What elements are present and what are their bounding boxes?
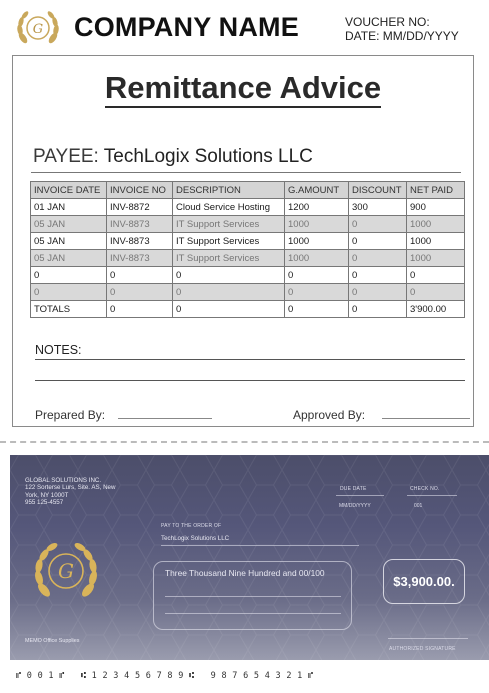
company-name: COMPANY NAME bbox=[74, 12, 299, 42]
table-cell: 0 bbox=[407, 267, 465, 284]
check-company-name: GLOBAL SOLUTIONS INC. bbox=[25, 477, 102, 484]
table-cell: 0 bbox=[107, 284, 173, 301]
table-cell: 0 bbox=[349, 267, 407, 284]
voucher-no-label: VOUCHER NO: bbox=[345, 15, 430, 29]
table-cell: 05 JAN bbox=[31, 233, 107, 250]
laurel-seal-icon bbox=[30, 540, 102, 608]
table-cell: 05 JAN bbox=[31, 250, 107, 267]
table-cell: IT Support Services bbox=[173, 233, 285, 250]
payee bbox=[33, 146, 313, 168]
table-cell: 0 bbox=[285, 267, 349, 284]
due-date-value: MM/DD/YYYY bbox=[339, 503, 371, 509]
table-cell: 0 bbox=[407, 284, 465, 301]
approved-by-label: Approved By: bbox=[293, 408, 366, 422]
table-cell: 1000 bbox=[407, 216, 465, 233]
table-cell: INV-8872 bbox=[107, 199, 173, 216]
table-cell: 05 JAN bbox=[31, 216, 107, 233]
table-cell: 0 bbox=[173, 284, 285, 301]
due-date-label: DUE DATE bbox=[340, 486, 367, 492]
date-label: DATE: MM/DD/YYYY bbox=[345, 29, 459, 43]
payee-label: PAYEE: bbox=[33, 146, 99, 167]
table-cell: 0 bbox=[107, 267, 173, 284]
table-row bbox=[31, 301, 465, 318]
approved-by-line bbox=[382, 418, 470, 419]
column-header: G.AMOUNT bbox=[285, 182, 349, 199]
notes-line bbox=[35, 380, 465, 381]
memo: MEMO Office Supplies bbox=[25, 638, 80, 644]
table-cell: 1200 bbox=[285, 199, 349, 216]
remittance-card bbox=[12, 55, 474, 427]
column-header: INVOICE NO bbox=[107, 182, 173, 199]
payee-on-check: TechLogix Solutions LLC bbox=[161, 535, 230, 542]
table-cell: 0 bbox=[107, 301, 173, 318]
table-cell: 0 bbox=[31, 284, 107, 301]
table-cell: 0 bbox=[173, 267, 285, 284]
table-cell: 0 bbox=[173, 301, 285, 318]
company-logo-icon bbox=[14, 8, 62, 52]
table-cell: TOTALS bbox=[31, 301, 107, 318]
notes-line bbox=[35, 359, 465, 360]
table-cell: INV-8873 bbox=[107, 250, 173, 267]
table-cell: 1000 bbox=[285, 216, 349, 233]
payee-name: TechLogix Solutions LLC bbox=[103, 146, 313, 167]
check-no-label: CHECK NO. bbox=[410, 486, 440, 492]
table-row bbox=[31, 267, 465, 284]
amount-words-line bbox=[165, 613, 341, 614]
table-cell: 0 bbox=[349, 284, 407, 301]
check-no-value: 001 bbox=[414, 503, 423, 509]
table-cell: 1000 bbox=[285, 250, 349, 267]
check-no-line bbox=[407, 495, 457, 496]
table-cell: IT Support Services bbox=[173, 216, 285, 233]
table-cell: 1000 bbox=[285, 233, 349, 250]
check-amount: $3,900.00. bbox=[393, 574, 455, 589]
table-cell: INV-8873 bbox=[107, 233, 173, 250]
payee-underline bbox=[31, 172, 461, 173]
table-cell: IT Support Services bbox=[173, 250, 285, 267]
document-title: Remittance Advice bbox=[13, 70, 473, 106]
check-phone: 955 125-4557 bbox=[25, 499, 64, 507]
table-body bbox=[31, 199, 465, 318]
pay-to-line bbox=[161, 545, 359, 546]
table-cell: 3'900.00 bbox=[407, 301, 465, 318]
table-cell: 1000 bbox=[407, 233, 465, 250]
cut-line bbox=[0, 441, 489, 443]
table-cell: 0 bbox=[349, 216, 407, 233]
voucher-info bbox=[345, 15, 459, 43]
table-row bbox=[31, 284, 465, 301]
invoice-table bbox=[30, 181, 465, 318]
table-cell: 0 bbox=[285, 301, 349, 318]
table-cell: INV-8873 bbox=[107, 216, 173, 233]
table-cell: 0 bbox=[349, 250, 407, 267]
svg-text:G: G bbox=[32, 22, 44, 37]
notes-label: NOTES: bbox=[35, 343, 82, 357]
table-cell: 900 bbox=[407, 199, 465, 216]
table-cell: 300 bbox=[349, 199, 407, 216]
bank-check bbox=[10, 455, 489, 660]
column-header: DISCOUNT bbox=[349, 182, 407, 199]
prepared-by-line bbox=[118, 418, 212, 419]
table-cell: Cloud Service Hosting bbox=[173, 199, 285, 216]
column-header: NET PAID bbox=[407, 182, 465, 199]
signature-line bbox=[388, 638, 468, 639]
column-header: INVOICE DATE bbox=[31, 182, 107, 199]
prepared-by-label: Prepared By: bbox=[35, 408, 106, 422]
due-date-line bbox=[336, 495, 384, 496]
table-row bbox=[31, 216, 465, 233]
table-cell: 0 bbox=[349, 301, 407, 318]
svg-text:G: G bbox=[58, 559, 74, 583]
table-cell: 1000 bbox=[407, 250, 465, 267]
pay-to-label: PAY TO THE ORDER OF bbox=[161, 523, 222, 529]
check-address-line: York, NY 1000T bbox=[25, 491, 69, 499]
column-header: DESCRIPTION bbox=[173, 182, 285, 199]
signature-label: AUTHORIZED SIGNATURE bbox=[389, 646, 456, 652]
micr-line: ⑈001⑈ ⑆123456789⑆ 987654321⑈ bbox=[16, 671, 319, 681]
table-row bbox=[31, 250, 465, 267]
table-row bbox=[31, 199, 465, 216]
table-header-row bbox=[31, 182, 465, 199]
table-row bbox=[31, 233, 465, 250]
table-cell: 0 bbox=[349, 233, 407, 250]
table-cell: 0 bbox=[31, 267, 107, 284]
check-address-line: 122 Sorterse Lurs, Site. AS, New bbox=[25, 484, 116, 492]
amount-in-words: Three Thousand Nine Hundred and 00/100 bbox=[165, 568, 325, 578]
table-cell: 01 JAN bbox=[31, 199, 107, 216]
amount-words-line bbox=[165, 596, 341, 597]
table-cell: 0 bbox=[285, 284, 349, 301]
check-company-address bbox=[25, 477, 115, 507]
